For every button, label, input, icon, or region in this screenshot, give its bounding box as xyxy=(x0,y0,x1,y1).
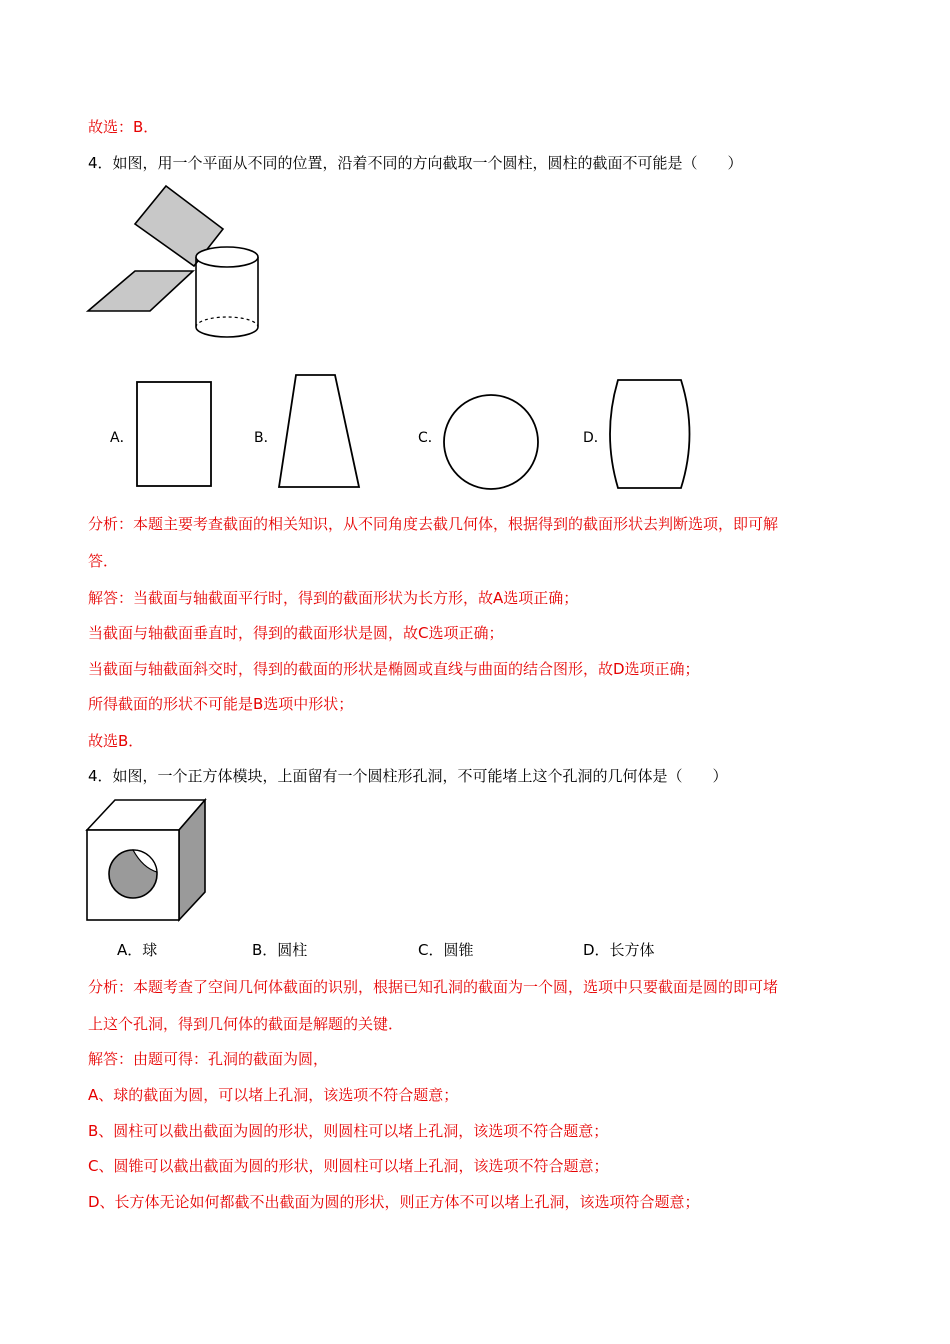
q1-analysis-line2: 答． xyxy=(88,552,119,570)
option-a-rectangle xyxy=(136,381,212,487)
cylinder-shape xyxy=(196,247,258,337)
q1-option-c-label: C． xyxy=(418,430,442,446)
q1-solution-line1: 解答：当截面与轴截面平行时，得到的截面形状为长方形，故A选项正确； xyxy=(88,589,579,607)
q1-option-a-label: A． xyxy=(110,430,134,446)
q1-cylinder-figure xyxy=(85,183,265,343)
option-c-circle xyxy=(442,393,540,491)
prev-answer: 故选：B． xyxy=(88,118,159,136)
q2-solution-line4: C、圆锥可以截出截面为圆的形状，则圆柱可以堵上孔洞，该选项不符合题意； xyxy=(88,1157,609,1175)
option-b-trapezoid xyxy=(277,373,361,489)
q2-analysis-line1: 分析：本题考查了空间几何体截面的识别，根据已知孔洞的截面为一个圆，选项中只要截面是圆的即可堵 xyxy=(88,978,779,996)
q1-solution-line3: 当截面与轴截面斜交时，得到的截面的形状是椭圆或直线与曲面的结合图形，故D选项正确； xyxy=(88,660,700,678)
cutting-plane-parallelogram xyxy=(88,271,193,311)
q2-option-a: A．球 xyxy=(117,941,158,959)
q1-stem: 4．如图，用一个平面从不同的位置，沿着不同的方向截取一个圆柱，圆柱的截面不可能是（ ） xyxy=(88,154,743,172)
q2-stem: 4．如图，一个正方体模块，上面留有一个圆柱形孔洞，不可能堵上这个孔洞的几何体是（ ） xyxy=(88,767,728,785)
q2-solution-line5: D、长方体无论如何都截不出截面为圆的形状，则正方体不可以堵上孔洞，该选项符合题意； xyxy=(88,1193,700,1211)
option-d-curved-shape xyxy=(608,378,692,490)
q1-option-d-label: D． xyxy=(583,430,608,446)
q2-solution-line3: B、圆柱可以截出截面为圆的形状，则圆柱可以堵上孔洞，该选项不符合题意； xyxy=(88,1122,609,1140)
q2-option-d: D．长方体 xyxy=(583,941,655,959)
q1-analysis-line1: 分析：本题主要考查截面的相关知识，从不同角度去截几何体，根据得到的截面形状去判断选项，即可解 xyxy=(88,515,779,533)
q2-solution-line1: 解答：由题可得：孔洞的截面为圆， xyxy=(88,1050,329,1068)
q1-solution-line2: 当截面与轴截面垂直时，得到的截面形状是圆，故C选项正确； xyxy=(88,624,504,642)
q2-solution-line2: A、球的截面为圆，可以堵上孔洞，该选项不符合题意； xyxy=(88,1086,459,1104)
q1-solution-line5: 故选B． xyxy=(88,732,144,750)
q2-cube-figure xyxy=(85,798,210,923)
q2-option-c: C．圆锥 xyxy=(418,941,474,959)
q2-option-b: B．圆柱 xyxy=(252,941,308,959)
q1-solution-line4: 所得截面的形状不可能是B选项中形状； xyxy=(88,695,354,713)
q2-analysis-line2: 上这个孔洞，得到几何体的截面是解题的关键． xyxy=(88,1015,404,1033)
q1-option-b-label: B． xyxy=(254,430,278,446)
